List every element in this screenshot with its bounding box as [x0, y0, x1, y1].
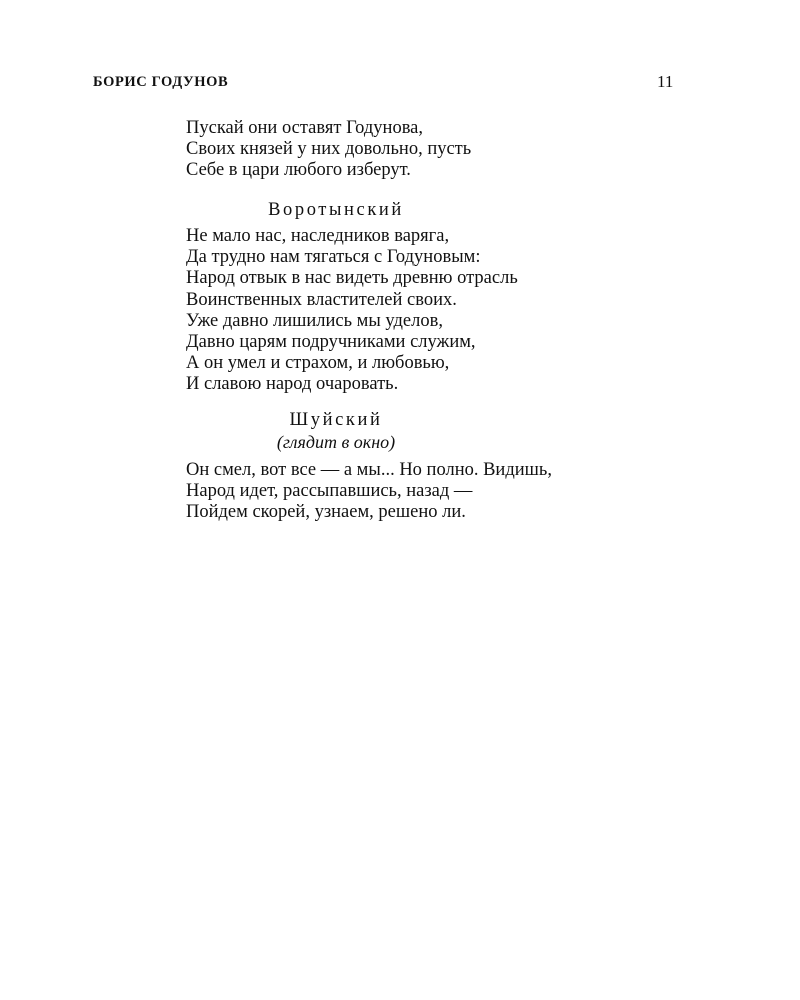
verse-line: А он умел и страхом, и любовью,	[186, 353, 450, 374]
verse-line: Да трудно нам тягаться с Годуновым:	[186, 247, 481, 268]
verse-line: Уже давно лишились мы уделов,	[186, 310, 443, 331]
verse-block	[186, 226, 706, 396]
speaker-name: Воротынский	[268, 200, 404, 220]
stage-direction: (глядит в окно)	[276, 432, 396, 452]
verse-line: Народ отвык в нас видеть древню отрасль	[186, 268, 518, 289]
verse-line: Воинственных властителей своих.	[186, 289, 457, 310]
verse-line: Пускай они оставят Годунова,	[186, 118, 424, 138]
verse-block	[186, 118, 706, 182]
verse-line: И славою народ очаровать.	[186, 374, 399, 395]
verse-line: Народ идет, рассыпавшись, назад —	[186, 481, 473, 502]
verse-line: Давно царям подручниками служим,	[186, 332, 476, 353]
verse-line: Пойдем скорей, узнаем, решено ли.	[186, 502, 466, 523]
running-head: БОРИС ГОДУНОВ	[93, 74, 229, 90]
verse-line: Не мало нас, наследников варяга,	[186, 226, 450, 246]
page-number: 11	[657, 72, 674, 91]
verse-line: Своих князей у них довольно, пусть	[186, 139, 472, 160]
verse-line: Себе в цари любого изберут.	[186, 160, 411, 181]
verse-line: Он смел, вот все — а мы... Но полно. Видишь,	[186, 460, 552, 480]
speaker-name: Шуйский	[289, 410, 383, 430]
verse-block	[186, 460, 706, 524]
